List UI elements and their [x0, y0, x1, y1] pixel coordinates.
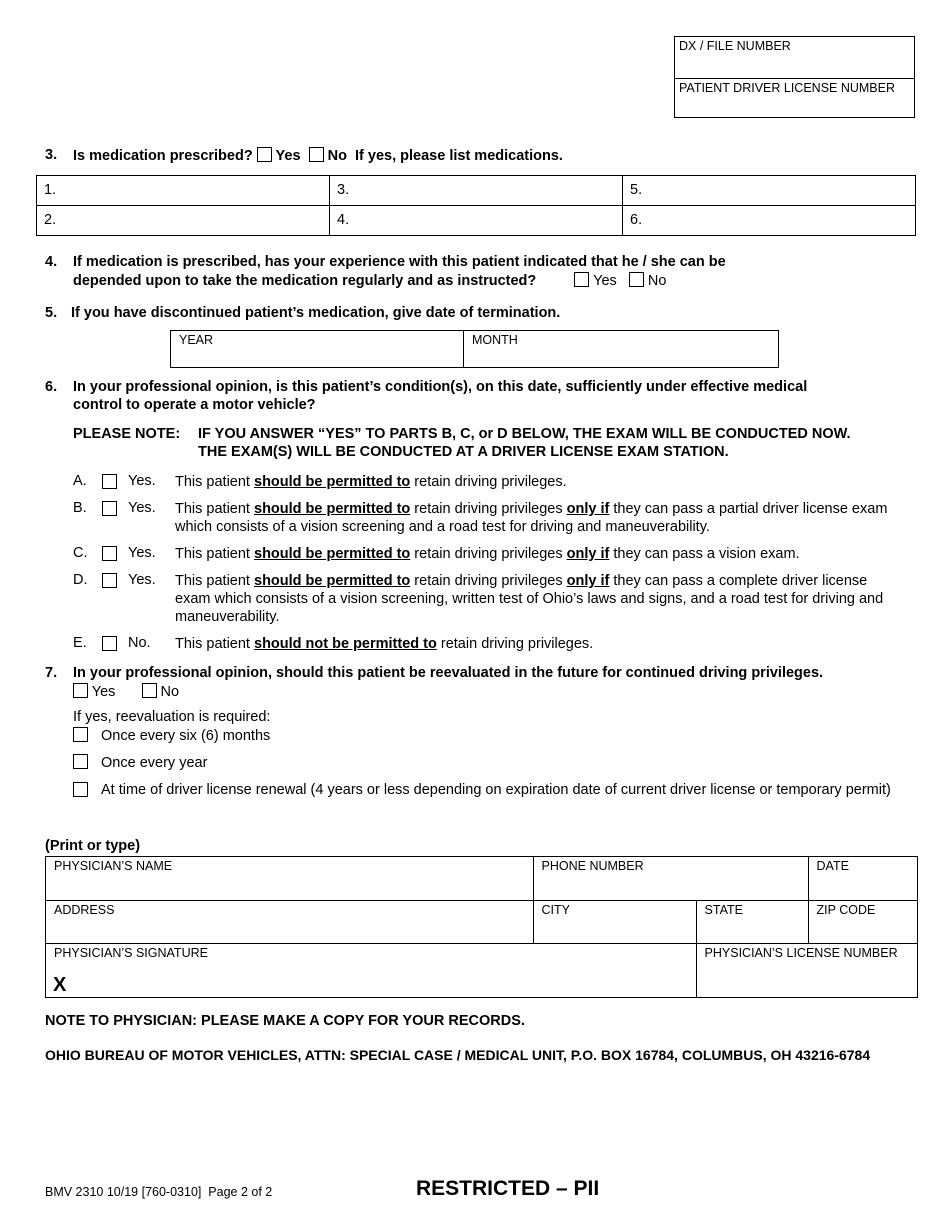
option-text-emphasis: should not be permitted to: [254, 636, 437, 652]
medication-cell[interactable]: 6.: [623, 206, 916, 236]
file-number-box: [674, 36, 915, 118]
option-e-checkbox[interactable]: [102, 636, 117, 651]
physician-info-table: [45, 856, 918, 998]
phone-number-field[interactable]: PHONE NUMBER: [533, 857, 808, 901]
medication-table: [36, 175, 916, 236]
option-answer: No.: [128, 635, 151, 651]
table-row: [46, 901, 918, 944]
medication-cell[interactable]: 2.: [37, 206, 330, 236]
copy-note: NOTE TO PHYSICIAN: PLEASE MAKE A COPY FOR YOUR RECORDS.: [45, 1013, 525, 1029]
state-field[interactable]: STATE: [696, 901, 808, 944]
physician-license-number-field[interactable]: PHYSICIAN’S LICENSE NUMBER: [696, 944, 917, 998]
q4-yes-label: Yes: [593, 273, 617, 289]
q7-no-checkbox[interactable]: [142, 683, 157, 698]
q4-line2-row: [73, 272, 666, 289]
q6-note-label: PLEASE NOTE:: [73, 426, 181, 442]
q7-yes-no-row: [73, 683, 179, 700]
option-text-pre: This patient: [175, 573, 254, 589]
physician-name-field[interactable]: PHYSICIAN’S NAME: [46, 857, 534, 901]
medication-cell[interactable]: 1.: [37, 176, 330, 206]
q6-note-line1: IF YOU ANSWER “YES” TO PARTS B, C, or D BELOW, THE EXAM WILL BE CONDUCTED NOW.: [198, 426, 851, 442]
table-row: [171, 331, 779, 368]
zip-code-field[interactable]: ZIP CODE: [808, 901, 917, 944]
option-text-mid: retain driving privileges.: [436, 636, 594, 652]
option-text-pre: This patient: [175, 546, 254, 562]
q7-if-yes: If yes, reevaluation is required:: [73, 709, 271, 725]
table-row: [37, 176, 916, 206]
option-letter: B.: [73, 500, 87, 516]
city-field[interactable]: CITY: [533, 901, 696, 944]
option-text-emphasis: should be permitted to: [254, 546, 411, 562]
q7-six-months-checkbox[interactable]: [73, 727, 88, 742]
form-id: BMV 2310 10/19 [760-0310] Page 2 of 2: [45, 1185, 273, 1199]
option-text-only-if: only if: [566, 573, 610, 589]
option-text: [175, 500, 905, 536]
q3-no-label: No: [327, 148, 347, 164]
bmv-address: OHIO BUREAU OF MOTOR VEHICLES, ATTN: SPECIAL CASE / MEDICAL UNIT, P.O. BOX 16784, COLUMBUS, OH 43216-6784: [45, 1047, 871, 1063]
q7-choice-label: At time of driver license renewal (4 years or less depending on expiration date of current driver license or temporary permit): [101, 782, 891, 798]
address-field[interactable]: ADDRESS: [46, 901, 534, 944]
q7-question: In your professional opinion, should this patient be reevaluated in the future for continued driving privileges.: [73, 665, 824, 681]
physician-signature-field[interactable]: PHYSICIAN’S SIGNATURE: [46, 944, 697, 998]
option-text-only-if: only if: [566, 501, 610, 517]
option-text-emphasis: should be permitted to: [254, 573, 411, 589]
option-text: [175, 545, 905, 563]
table-row: [37, 206, 916, 236]
option-a-checkbox[interactable]: [102, 474, 117, 489]
q3-yes-label: Yes: [275, 148, 301, 164]
option-text-mid: retain driving privileges: [410, 501, 567, 517]
option-text-emphasis: should be permitted to: [254, 474, 411, 490]
option-text-post: they can pass a vision exam.: [609, 546, 800, 562]
q4-yes-checkbox[interactable]: [574, 272, 589, 287]
option-text-pre: This patient: [175, 501, 254, 517]
q3-no-checkbox[interactable]: [309, 147, 324, 162]
option-d-checkbox[interactable]: [102, 573, 117, 588]
q7-number: 7.: [45, 665, 58, 681]
q3-yes-checkbox[interactable]: [257, 147, 272, 162]
q3-followup: If yes, please list medications.: [355, 148, 563, 164]
q4-no-checkbox[interactable]: [629, 272, 644, 287]
date-field[interactable]: DATE: [808, 857, 917, 901]
dx-file-number-field[interactable]: [675, 37, 914, 78]
table-row: [46, 944, 918, 998]
q7-renewal-checkbox[interactable]: [73, 782, 88, 797]
termination-date-table: [170, 330, 779, 368]
option-text: [175, 572, 905, 626]
q7-choice-row: [73, 754, 207, 771]
option-answer: Yes.: [128, 500, 156, 516]
patient-license-number-label: PATIENT DRIVER LICENSE NUMBER: [679, 81, 896, 95]
q7-no-label: No: [160, 684, 180, 700]
print-or-type-heading: (Print or type): [45, 838, 141, 854]
q3-question-line: [73, 147, 563, 164]
option-answer: Yes.: [128, 545, 156, 561]
option-text-mid: retain driving privileges.: [410, 474, 567, 490]
signature-x-mark: X: [53, 974, 67, 996]
table-row: [46, 857, 918, 901]
option-text-pre: This patient: [175, 474, 254, 490]
option-answer: Yes.: [128, 572, 156, 588]
q4-no-label: No: [647, 273, 667, 289]
q4-line1: If medication is prescribed, has your experience with this patient indicated that he / she can be: [73, 254, 726, 270]
q3-number: 3.: [45, 147, 58, 163]
restricted-pii-label: RESTRICTED – PII: [416, 1177, 600, 1200]
option-text: [175, 473, 905, 491]
option-text-post: they can pass a complete driver license exam which consists of a vision screening, written test of Ohio’s laws and signs, and a road test for driving and maneuverability.: [175, 573, 884, 625]
q7-yes-label: Yes: [91, 684, 116, 700]
q7-every-year-checkbox[interactable]: [73, 754, 88, 769]
patient-license-number-field[interactable]: [675, 78, 914, 119]
year-field[interactable]: YEAR: [171, 331, 464, 368]
option-text-emphasis: should be permitted to: [254, 501, 411, 517]
option-letter: C.: [73, 545, 88, 561]
q4-number: 4.: [45, 254, 58, 270]
q4-line2: depended upon to take the medication regularly and as instructed?: [73, 273, 537, 289]
option-text-mid: retain driving privileges: [410, 573, 567, 589]
q7-choice-label: Once every six (6) months: [101, 728, 271, 744]
option-text-only-if: only if: [566, 546, 610, 562]
option-answer: Yes.: [128, 473, 156, 489]
medication-cell[interactable]: 5.: [623, 176, 916, 206]
q5-question: If you have discontinued patient’s medication, give date of termination.: [71, 305, 561, 321]
option-b-checkbox[interactable]: [102, 501, 117, 516]
option-text: [175, 635, 905, 653]
medication-cell[interactable]: 3.: [330, 176, 623, 206]
q3-question: Is medication prescribed?: [73, 148, 253, 164]
option-c-checkbox[interactable]: [102, 546, 117, 561]
option-letter: A.: [73, 473, 87, 489]
month-field[interactable]: MONTH: [464, 331, 779, 368]
q7-choice-label: Once every year: [101, 755, 208, 771]
option-text-pre: This patient: [175, 636, 254, 652]
q7-choice-row: [73, 727, 270, 744]
q6-number: 6.: [45, 379, 58, 395]
medication-cell[interactable]: 4.: [330, 206, 623, 236]
dx-file-number-label: DX / FILE NUMBER: [679, 39, 791, 53]
option-letter: D.: [73, 572, 88, 588]
q5-number: 5.: [45, 305, 58, 321]
option-text-post: they can pass a partial driver license exam which consists of a vision screening and a road test for driving and maneuverability.: [175, 501, 888, 535]
q7-yes-checkbox[interactable]: [73, 683, 88, 698]
q6-note-line2: THE EXAM(S) WILL BE CONDUCTED AT A DRIVER LICENSE EXAM STATION.: [198, 444, 729, 460]
q6-line1: In your professional opinion, is this patient’s condition(s), on this date, sufficiently under effective medical: [73, 379, 808, 395]
q6-line2: control to operate a motor vehicle?: [73, 397, 316, 413]
option-text-mid: retain driving privileges: [410, 546, 567, 562]
option-letter: E.: [73, 635, 87, 651]
